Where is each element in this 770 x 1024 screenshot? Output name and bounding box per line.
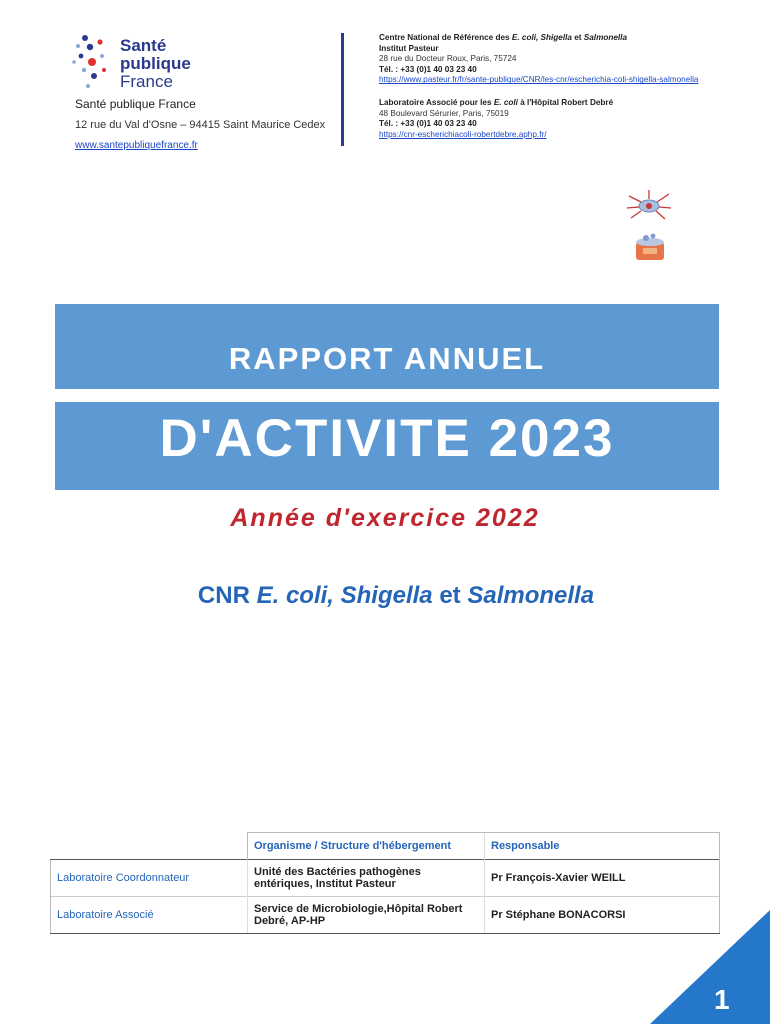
logo-line-2: publique [120,54,191,73]
spf-website-link[interactable]: www.santepubliquefrance.fr [75,140,198,151]
cnr-tel: Tél. : +33 (0)1 40 03 23 40 [379,64,477,74]
cnr-title: CNR E. coli, Shigella et Salmonella [197,582,595,609]
logo-wordmark [120,37,191,91]
organisation-table [50,832,720,934]
lab-heading: Laboratoire Associé pour les E. coli à l'Hôpital Robert Debré [379,98,614,107]
cnr-contact-block [379,33,698,86]
table-header-empty [51,833,248,860]
bacteria-icon [625,188,673,222]
cnr-address: 28 rue du Docteur Roux, Paris, 75724 [379,54,517,64]
header-divider [341,33,344,146]
lab-contact-block [379,98,613,140]
spf-name: Santé publique France [75,97,196,111]
table-cell-org: Service de Microbiologie,Hôpital Robert Debré, AP-HP [248,897,485,934]
cnr-website-link[interactable]: https://www.pasteur.fr/fr/sante-publique/CNR/les-cnr/escherichia-coli-shigella-salmonella [379,75,699,85]
table-cell-org: Unité des Bactéries pathogènes entériques, Institut Pasteur [248,860,485,897]
spf-address: 12 rue du Val d'Osne – 94415 Saint Maurice Cedex [75,119,326,131]
lab-address: 48 Boulevard Sérurier, Paris, 75019 [379,108,509,118]
table-row [51,860,720,897]
page-number: 1 [714,984,730,1015]
logo-line-1: Santé [120,36,167,55]
table-header-organisme: Organisme / Structure d'hébergement [248,833,485,860]
table-cell-lab: Laboratoire Coordonnateur [51,860,248,897]
table-cell-resp: Pr Stéphane BONACORSI [485,897,720,934]
corner-triangle [650,910,770,1024]
logo-line-3: France [120,72,173,91]
table-header-responsable: Responsable [485,833,720,860]
table-cell-lab: Laboratoire Associé [51,897,248,934]
exercise-year-subtitle: Année d'exercice 2022 [230,504,540,532]
table-cell-resp: Pr François-Xavier WEILL [485,860,720,897]
banner-title-line-2: D'ACTIVITE 2023 [159,409,615,468]
table-header-row [51,833,720,860]
petri-dish-icon [634,228,666,262]
lab-tel: Tél. : +33 (0)1 40 03 23 40 [379,119,477,129]
cnr-institution: Institut Pasteur [379,43,439,53]
banner-divider [55,389,719,402]
banner-title-line-1: RAPPORT ANNUEL [228,341,546,376]
lab-website-link[interactable]: https://cnr-escherichiacoli-robertdebre.aphp.fr/ [379,129,547,139]
cnr-heading: Centre National de Référence des E. coli, Shigella et Salmonella [379,33,628,42]
table-row [51,897,720,934]
